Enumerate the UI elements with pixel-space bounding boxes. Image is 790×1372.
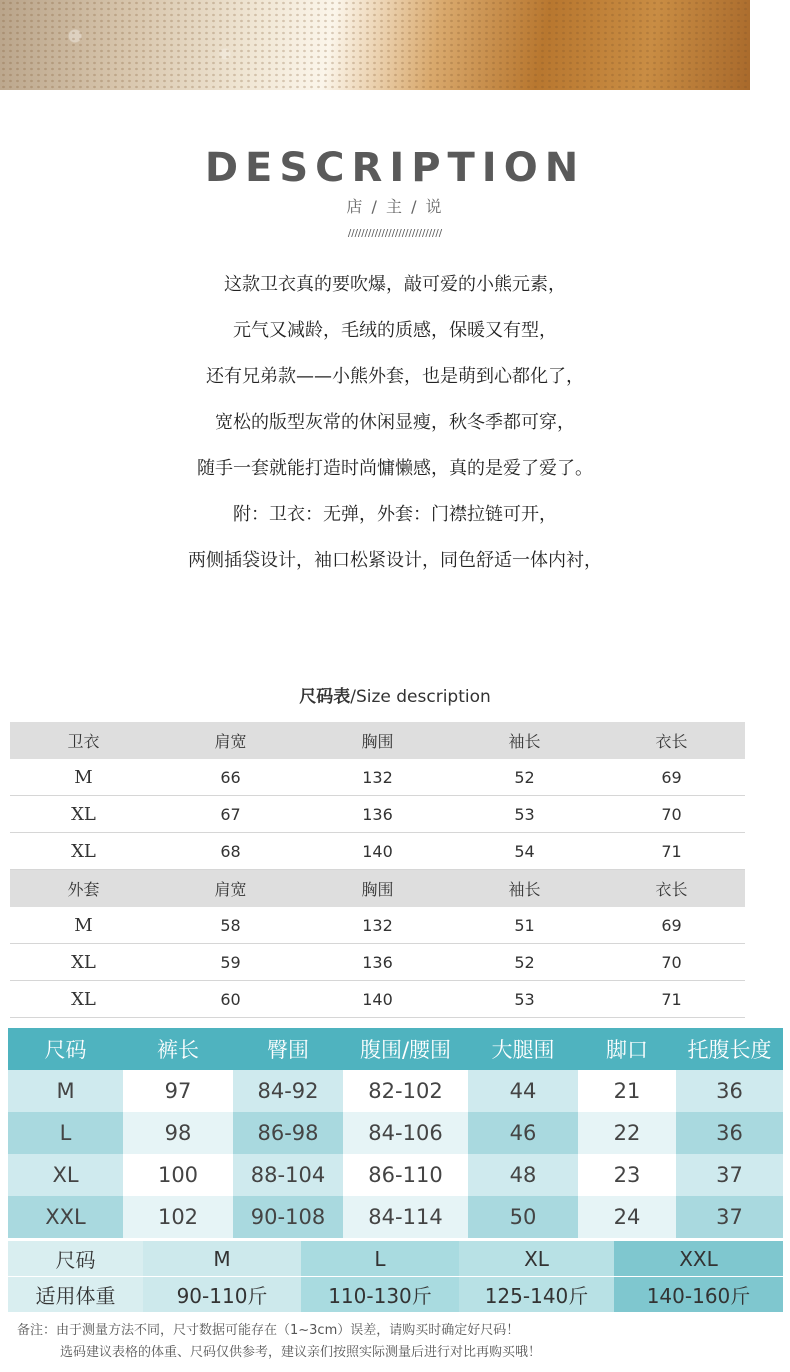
weight-cell: 125-140斤 [459, 1277, 614, 1312]
description-title: DESCRIPTION [204, 145, 586, 191]
header-cell: 大腿围 [468, 1028, 578, 1070]
size-title-cn: 尺码表 [299, 687, 351, 707]
size-cell: M [143, 1241, 301, 1276]
table-cell: 86-98 [233, 1112, 343, 1154]
table-cell: 140 [362, 989, 393, 1009]
table-cell: 88-104 [233, 1154, 343, 1196]
table-cell: 60 [220, 989, 241, 1009]
table-cell: 59 [220, 952, 241, 972]
table-cell: 132 [362, 767, 393, 787]
table-cell: 23 [578, 1154, 676, 1196]
header-cell: 尺码 [8, 1028, 123, 1070]
size-cell: XL [71, 951, 96, 973]
copy-line: 宽松的版型灰常的休闲显瘦，秋冬季都可穿， [215, 412, 575, 433]
weight-label: 适用体重 [8, 1277, 143, 1312]
table-cell: 140 [362, 841, 393, 861]
size-cell: XXL [8, 1196, 123, 1238]
table-cell: 66 [220, 767, 241, 787]
table-cell: 48 [468, 1154, 578, 1196]
note-line: 选码建议表格的体重、尺码仅供参考，建议亲们按照实际测量后进行对比再购买哦！ [60, 1345, 542, 1360]
table-cell: 97 [123, 1070, 233, 1112]
weight-cell: 90-110斤 [143, 1277, 301, 1312]
size-cell: L [301, 1241, 459, 1276]
table-row [8, 1196, 783, 1238]
copy-line: 两侧插袋设计，袖口松紧设计，同色舒适一体内衬， [188, 550, 602, 571]
table-cell: 21 [578, 1070, 676, 1112]
pants-size-table [8, 1028, 783, 1238]
header-cell: 脚口 [578, 1028, 676, 1070]
table-cell: 84-114 [343, 1196, 468, 1238]
table-row [10, 833, 745, 870]
size-notes [17, 1320, 787, 1364]
table-cell: 70 [661, 804, 682, 824]
header-cell: 肩宽 [214, 880, 247, 899]
table-cell: 37 [676, 1196, 783, 1238]
table-cell: 132 [362, 915, 393, 935]
table-cell: 86-110 [343, 1154, 468, 1196]
size-table-title [0, 682, 790, 707]
size-title-en: /Size description [350, 687, 491, 707]
size-cell: XL [71, 840, 96, 862]
table-cell: 67 [220, 804, 241, 824]
weight-value-row [8, 1276, 783, 1312]
table-row [8, 1070, 783, 1112]
table-row [10, 944, 745, 981]
header-cell: 卫衣 [67, 732, 100, 751]
decorative-divider: //////////////////////////// [347, 228, 443, 239]
weight-table [8, 1241, 783, 1312]
table-cell: 22 [578, 1112, 676, 1154]
size-cell: XL [71, 803, 96, 825]
table-row [10, 759, 745, 796]
table-row [10, 796, 745, 833]
table-cell: 82-102 [343, 1070, 468, 1112]
weight-cell: 110-130斤 [301, 1277, 459, 1312]
copy-line: 这款卫衣真的要吹爆，敲可爱的小熊元素， [224, 274, 566, 295]
size-label: 尺码 [8, 1241, 143, 1276]
table-cell: 98 [123, 1112, 233, 1154]
header-cell: 衣长 [655, 880, 688, 899]
header-cell: 臀围 [233, 1028, 343, 1070]
weight-cell: 140-160斤 [614, 1277, 783, 1312]
table-cell: 84-106 [343, 1112, 468, 1154]
table-cell: 69 [661, 767, 682, 787]
table-cell: 53 [514, 989, 535, 1009]
size-cell: XL [71, 988, 96, 1010]
copy-line: 随手一套就能打造时尚慵懒感，真的是爱了爱了。 [197, 458, 593, 479]
table-cell: 46 [468, 1112, 578, 1154]
table-cell: 102 [123, 1196, 233, 1238]
table-cell: 84-92 [233, 1070, 343, 1112]
copy-line: 元气又减龄，毛绒的质感，保暖又有型， [233, 320, 557, 341]
size-cell: M [8, 1070, 123, 1112]
copy-line: 附：卫衣：无弹，外套：门襟拉链可开， [233, 504, 557, 525]
table-cell: 36 [676, 1112, 783, 1154]
table-cell: 54 [514, 841, 535, 861]
table-cell: 44 [468, 1070, 578, 1112]
table-cell: 24 [578, 1196, 676, 1238]
table-row [10, 907, 745, 944]
pants-header-row [8, 1028, 783, 1070]
table-row [8, 1154, 783, 1196]
hoodie-header-row [10, 722, 745, 759]
header-cell: 袖长 [508, 732, 541, 751]
table-cell: 51 [514, 915, 535, 935]
size-table [10, 722, 745, 1018]
description-subtitle: 店 / 主 / 说 [346, 197, 444, 216]
table-cell: 36 [676, 1070, 783, 1112]
copy-line: 还有兄弟款——小熊外套，也是萌到心都化了， [206, 366, 584, 387]
table-row [10, 981, 745, 1018]
table-cell: 71 [661, 989, 682, 1009]
header-cell: 腹围/腰围 [343, 1028, 468, 1070]
table-cell: 58 [220, 915, 241, 935]
table-cell: 53 [514, 804, 535, 824]
table-cell: 70 [661, 952, 682, 972]
table-cell: 136 [362, 804, 393, 824]
header-cell: 袖长 [508, 880, 541, 899]
header-cell: 托腹长度 [676, 1028, 783, 1070]
header-cell: 肩宽 [214, 732, 247, 751]
size-cell: M [74, 766, 93, 788]
table-cell: 37 [676, 1154, 783, 1196]
table-cell: 136 [362, 952, 393, 972]
header-cell: 胸围 [361, 880, 394, 899]
table-cell: 52 [514, 767, 535, 787]
description-copy [0, 270, 790, 592]
note-line: 备注：由于测量方法不同，尺寸数据可能存在（1~3cm）误差，请购买时确定好尺码！ [17, 1323, 520, 1338]
header-cell: 外套 [67, 880, 100, 899]
header-cell: 胸围 [361, 732, 394, 751]
size-cell: M [74, 914, 93, 936]
header-cell: 衣长 [655, 732, 688, 751]
table-cell: 68 [220, 841, 241, 861]
table-cell: 71 [661, 841, 682, 861]
jacket-header-row [10, 870, 745, 907]
size-cell: XXL [614, 1241, 783, 1276]
table-cell: 100 [123, 1154, 233, 1196]
table-row [8, 1112, 783, 1154]
fleece-texture-banner [0, 0, 750, 90]
header-cell: 裤长 [123, 1028, 233, 1070]
table-cell: 50 [468, 1196, 578, 1238]
table-cell: 69 [661, 915, 682, 935]
table-cell: 90-108 [233, 1196, 343, 1238]
table-cell: 52 [514, 952, 535, 972]
size-cell: XL [8, 1154, 123, 1196]
size-cell: XL [459, 1241, 614, 1276]
size-cell: L [8, 1112, 123, 1154]
weight-size-row [8, 1241, 783, 1276]
